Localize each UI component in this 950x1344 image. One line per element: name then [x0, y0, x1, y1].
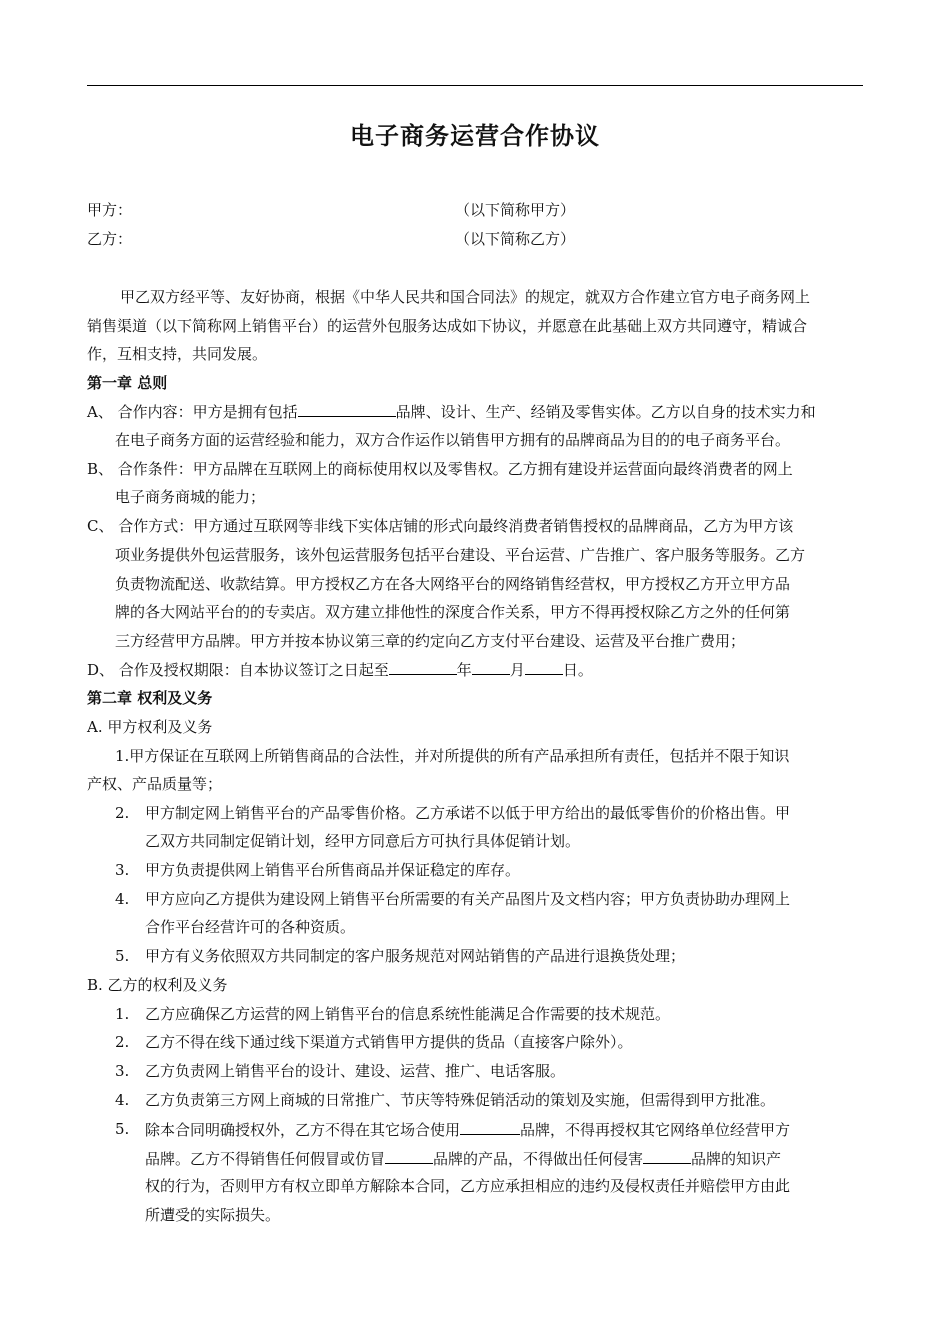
clause-b-line: 电子商务商城的能力； [115, 488, 266, 506]
clause-c-line: 三方经营甲方品牌。甲方并按本协议第三章的约定向乙方支付平台建设、运营及平台推广费用； [115, 632, 746, 650]
party-b-line [87, 229, 587, 249]
brand-blank [460, 1119, 520, 1135]
item-b2-line: 乙方不得在线下通过线下渠道方式销售甲方提供的货品（直接客户除外）。 [145, 1033, 633, 1051]
day-blank [525, 659, 563, 675]
item-a2-line: 乙双方共同制定促销计划，经甲方同意后方可执行具体促销计划。 [145, 832, 581, 850]
party-a-note: （以下简称甲方） [455, 201, 576, 219]
day-label: 日。 [562, 661, 593, 679]
item-b3-number: 3. [115, 1062, 130, 1080]
clause-d-line [87, 659, 593, 680]
year-blank [389, 659, 457, 675]
item-a2-number: 2. [115, 804, 130, 822]
clause-a-line: 在电子商务方面的运营经验和能力，双方合作运作以销售甲方拥有的品牌商品为目的的电子商务平台。 [115, 431, 791, 449]
clause-c-line: 牌的各大网站平台的的专卖店。双方建立排他性的深度合作关系，甲方不得再授权除乙方之外的任何第 [115, 603, 791, 621]
item-b5-line: 所遭受的实际损失。 [145, 1206, 281, 1224]
item-b5-line [145, 1148, 781, 1169]
item-b5-line [145, 1119, 790, 1140]
clause-a-line [87, 401, 816, 422]
party-a-label: 甲方： [87, 201, 133, 219]
item-b5-line: 权的行为，否则甲方有权立即单方解除本合同，乙方应承担相应的违约及侵权责任并赔偿甲方由此 [145, 1177, 791, 1195]
header-rule [87, 85, 863, 86]
item-a4-number: 4. [115, 890, 130, 908]
chapter-1-heading: 第一章 总则 [87, 374, 168, 392]
party-b-note: （以下简称乙方） [455, 230, 576, 248]
clause-d-text: D、 合作及授权期限：自本协议签订之日起至 [87, 661, 389, 679]
party-a-line [87, 200, 587, 220]
clause-a-text: 品牌、设计、生产、经销及零售实体。乙方以自身的技术实力和 [395, 403, 816, 421]
item-a3-line: 甲方负责提供网上销售平台所售商品并保证稳定的库存。 [145, 861, 521, 879]
item-b3-line: 乙方负责网上销售平台的设计、建设、运营、推广、电话客服。 [145, 1062, 566, 1080]
item-a1-line: 1.甲方保证在互联网上所销售商品的合法性，并对所提供的所有产品承担所有责任，包括并不限于知识 [115, 747, 790, 765]
clause-b-line: B、 合作条件：甲方品牌在互联网上的商标使用权以及零售权。乙方拥有建设并运营面向最终消费者的网上 [87, 460, 793, 478]
document-title: 电子商务运营合作协议 [350, 121, 600, 150]
item-b5-text: 品牌的产品，不得做出任何侵害 [433, 1150, 644, 1168]
year-label: 年 [456, 661, 472, 679]
month-label: 月 [509, 661, 525, 679]
item-a3-number: 3. [115, 861, 130, 879]
item-b4-line: 乙方负责第三方网上商城的日常推广、节庆等特殊促销活动的策划及实施，但需得到甲方批准。 [145, 1091, 776, 1109]
brand-blank [385, 1148, 433, 1164]
item-b5-number: 5. [115, 1120, 130, 1138]
intro-line: 销售渠道（以下简称网上销售平台）的运营外包服务达成如下协议，并愿意在此基础上双方共同遵守，精诚合 [87, 317, 808, 335]
item-b2-number: 2. [115, 1033, 130, 1051]
item-b5-text: 除本合同明确授权外，乙方不得在其它场合使用 [145, 1121, 461, 1139]
brand-blank [643, 1148, 691, 1164]
item-a5-line: 甲方有义务依照双方共同制定的客户服务规范对网站销售的产品进行退换货处理； [145, 947, 686, 965]
clause-c-line: 负责物流配送、收款结算。甲方授权乙方在各大网络平台的网络销售经营权，甲方授权乙方开立甲方品 [115, 575, 791, 593]
item-a1-line: 产权、产品质量等； [87, 775, 223, 793]
item-b5-text: 品牌，不得再授权其它网络单位经营甲方 [520, 1121, 791, 1139]
clause-c-line: C、 合作方式：甲方通过互联网等非线下实体店铺的形式向最终消费者销售授权的品牌商品，乙方为甲方该 [87, 517, 794, 535]
item-b5-text: 品牌的知识产 [691, 1150, 782, 1168]
item-b1-line: 乙方应确保乙方运营的网上销售平台的信息系统性能满足合作需要的技术规范。 [145, 1005, 671, 1023]
section-b-heading: B. 乙方的权利及义务 [87, 976, 228, 994]
party-b-label: 乙方： [87, 230, 133, 248]
month-blank [472, 659, 510, 675]
intro-line: 甲乙双方经平等、友好协商，根据《中华人民共和国合同法》的规定，就双方合作建立官方电子商务网上 [120, 288, 811, 306]
chapter-2-heading: 第二章 权利及义务 [87, 689, 213, 707]
brand-blank [298, 401, 396, 417]
item-b5-text: 品牌。乙方不得销售任何假冒或仿冒 [145, 1150, 386, 1168]
item-b4-number: 4. [115, 1091, 130, 1109]
item-b1-number: 1. [115, 1005, 130, 1023]
intro-line: 作，互相支持，共同发展。 [87, 345, 268, 363]
item-a4-line: 甲方应向乙方提供为建设网上销售平台所需要的有关产品图片及文档内容；甲方负责协助办理网上 [145, 890, 791, 908]
clause-c-line: 项业务提供外包运营服务，该外包运营服务包括平台建设、平台运营、广告推广、客户服务等服务。乙方 [115, 546, 806, 564]
section-a-heading: A. 甲方权利及义务 [87, 718, 213, 736]
item-a2-line: 甲方制定网上销售平台的产品零售价格。乙方承诺不以低于甲方给出的最低零售价的价格出售。甲 [145, 804, 791, 822]
item-a5-number: 5. [115, 947, 130, 965]
clause-a-text: A、 合作内容：甲方是拥有包括 [87, 403, 298, 421]
item-a4-line: 合作平台经营许可的各种资质。 [145, 918, 356, 936]
